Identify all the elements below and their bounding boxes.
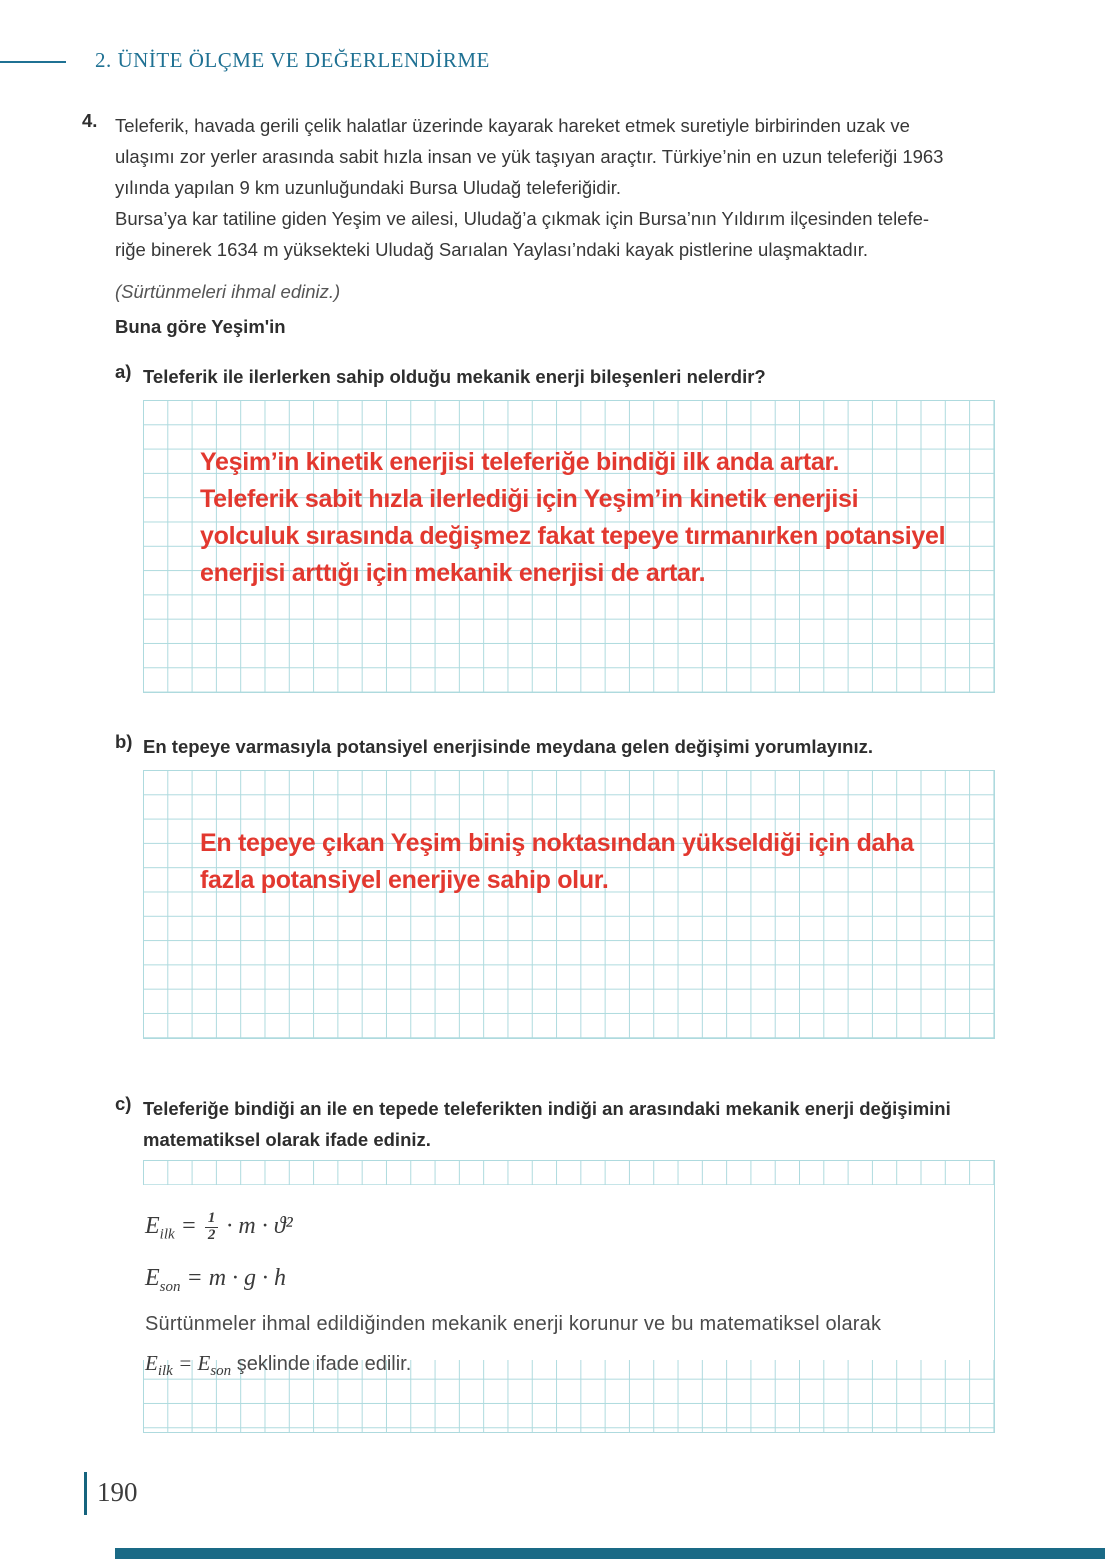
answer-a-text [200,444,945,592]
intro-line: ulaşımı zor yerler arasında sabit hızla insan ve yük taşıyan araçtır. Türkiye’nin en uzun teleferiği 1963 [115,146,944,167]
formula-symbol: E [145,1212,160,1239]
conclusion-text: şeklinde ifade edilir. [236,1353,412,1375]
formula-symbol: E [145,1351,158,1375]
formula-symbol: E [145,1265,160,1291]
part-a-label: a) [115,361,132,382]
footer-accent-band [115,1548,1105,1559]
answer-b-line: En tepeye çıkan Yeşim biniş noktasından yükseldiği için daha [200,829,914,857]
answer-b-line: fazla potansiyel enerjiye sahip olur. [200,866,609,894]
answer-grid-b [143,770,995,1039]
question-intro-paragraph [115,110,1001,203]
fraction-one-half [205,1211,219,1244]
part-c-label: c) [115,1093,132,1114]
question-number: 4. [82,110,98,131]
answer-a-line: Teleferik sabit hızla ilerlediği için Yeşim’in kinetik enerjisi [200,485,859,513]
equals-sign: = [180,1212,197,1239]
question-scenario-paragraph [115,203,1001,265]
unit-header-title: 2. ÜNİTE ÖLÇME VE DEĞERLENDİRME [95,48,490,72]
part-c-question [143,1093,1013,1155]
header-rule [0,61,66,63]
fraction-numerator: 1 [205,1211,219,1228]
answer-grid-c [143,1160,995,1433]
answer-b-text [200,825,914,899]
part-b-question: En tepeye varmasıyla potansiyel enerjisinde meydana gelen değişimi yorumlayınız. [143,736,874,757]
page-number-rule [84,1472,87,1515]
part-b-label: b) [115,731,133,752]
equals-sign: = [178,1351,193,1375]
scenario-line: riğe binerek 1634 m yüksekteki Uludağ Sarıalan Yaylası’ndaki kayak pistlerine ulaşmaktadır. [115,239,869,260]
part-c-question-line: Teleferiğe bindiği an ile en tepede teleferikten indiği an arasındaki mekanik enerji değişimini [143,1098,951,1119]
formula-subscript: son [159,1278,181,1295]
part-a-question: Teleferik ile ilerlerken sahip olduğu mekanik enerji bileşenleri nelerdir? [143,366,766,387]
formula-terms: · m · ϑ² [226,1212,293,1239]
formula-kinetic-energy [145,1211,293,1244]
answer-a-line: enerjisi arttığı için mekanik enerjisi de artar. [200,559,706,587]
formula-subscript: ilk [159,1226,175,1243]
fraction-denominator: 2 [207,1226,216,1243]
scenario-line: Bursa’ya kar tatiline giden Yeşim ve ailesi, Uludağ’a çıkmak için Bursa’nın Yıldırım ilçesinden telefe- [115,208,930,229]
formula-symbol: E [197,1351,211,1375]
formula-terms: m · g · h [208,1265,287,1291]
solution-area [143,1185,994,1380]
solution-conclusion [145,1351,411,1380]
answer-grid-a [143,400,995,693]
intro-line: yılında yapılan 9 km uzunluğundaki Bursa Uludağ teleferiğidir. [115,177,621,198]
formula-subscript: son [210,1363,232,1380]
formula-subscript: ilk [157,1363,173,1380]
equals-sign: = [186,1265,203,1291]
answer-a-line: yolculuk sırasında değişmez fakat tepeye tırmanırken potansiyel [200,522,946,550]
solution-explanation: Sürtünmeler ihmal edildiğinden mekanik enerji korunur ve bu matematiksel olarak [145,1313,882,1335]
conclusion-formula [145,1351,232,1380]
answer-a-line: Yeşim’in kinetik enerjisi teleferiğe bindiği ilk anda artar. [200,448,840,476]
question-lead: Buna göre Yeşim'in [115,316,286,337]
page-number: 190 [97,1477,138,1507]
friction-note: (Sürtünmeleri ihmal ediniz.) [115,281,341,302]
intro-line: Teleferik, havada gerili çelik halatlar üzerinde kayarak hareket etmek suretiyle birbirinden uzak ve [115,115,910,136]
part-c-question-line: matematiksel olarak ifade ediniz. [143,1129,431,1150]
formula-potential-energy [145,1265,286,1296]
